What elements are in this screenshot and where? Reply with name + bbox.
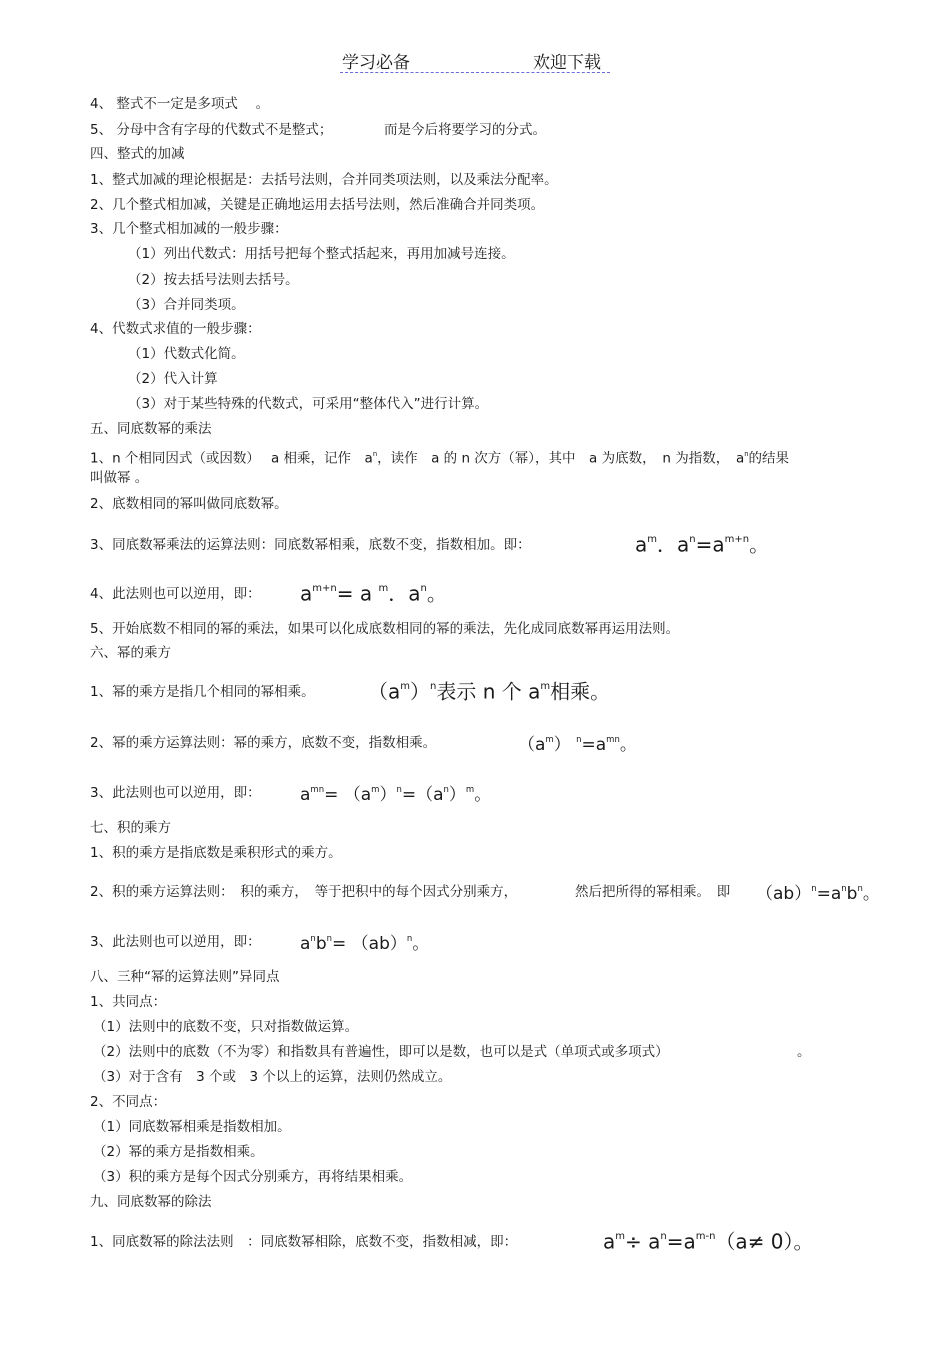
superscript: n [811,884,817,894]
formula-part: a [603,1229,616,1254]
formula-product-power-reverse [300,930,429,953]
formula-part: a [677,532,690,557]
formula-part: （a≠ 0）。 [715,1229,814,1254]
formula-part: ÷ a [625,1229,661,1254]
superscript: m [378,583,389,594]
section-heading: 七、积的乘方 [90,820,171,836]
text-line: 1、幂的乘方是指几个相同的幂相乘。 [90,684,315,700]
formula-part: 相乘。 [550,679,611,704]
superscript: mn [310,785,325,795]
formula-part: 。 [426,581,447,606]
formula-part: ） [553,735,571,756]
text-line: 4、 整式不一定是多项式 。 [90,96,270,112]
formula-part: 。 [619,735,637,756]
formula-power-meaning [368,678,611,704]
superscript: m [615,1231,626,1242]
text-line: 2、几个整式相加减，关键是正确地运用去括号法则，然后准确合并同类项。 [90,197,545,213]
superscript: n [430,681,437,692]
text-line: （3）积的乘方是每个因式分别乘方，再将结果相乘。 [93,1169,413,1185]
text-line: 4、代数式求值的一般步骤： [90,321,261,337]
section-heading: 五、同底数幂的乘法 [90,421,212,437]
superscript: m+n [724,534,750,545]
text-line: 3、此法则也可以逆用，即： [90,934,261,950]
text-line: 1、积的乘方是指底数是乘积形式的乘方。 [90,845,342,861]
header-left: 学习必备 [342,53,410,73]
superscript: n [660,1231,667,1242]
formula-part: a [300,934,311,955]
formula-power-rule [518,731,637,754]
text-line: 3、几个整式相加减的一般步骤： [90,221,288,237]
superscript: mn [606,735,620,745]
formula-part: 。 [474,785,492,806]
formula-part: ） [379,785,397,806]
formula-part: a [300,581,313,606]
text-line: （2）幂的乘方是指数相乘。 [93,1144,264,1160]
superscript: n [420,583,427,594]
section-heading: 九、同底数幂的除法 [90,1194,212,1210]
formula-division-rule [603,1228,814,1254]
formula-part: =a [666,1229,696,1254]
text-line: 2、幂的乘方运算法则：幂的乘方，底数不变，指数相乘。 [90,735,437,751]
superscript: n [396,785,402,795]
superscript: m [545,735,554,745]
header-right: 欢迎下载 [533,53,601,73]
section-heading: 四、整式的加减 [90,146,185,162]
text-line [90,445,789,467]
formula-part: （a [368,679,401,704]
formula-part: ） [448,785,466,806]
superscript: m [465,785,475,795]
formula-product-rule-reverse [300,580,447,606]
formula-part: 表示 n 个 a [436,679,541,704]
text-line: 5、开始底数不相同的幂的乘法，如果可以化成底数相同的幂的乘法，先化成同底数幂再运用法则。 [90,621,680,637]
formula-product-rule [635,531,770,557]
formula-part: = a [336,581,373,606]
superscript: n [326,934,332,944]
text-line: 1、共同点： [90,994,167,1010]
section-heading: 八、三种“幂的运算法则”异同点 [90,969,280,985]
text-line: 3、此法则也可以逆用，即： [90,785,261,801]
formula-part: （a [518,735,546,756]
formula-part: 。 [412,934,430,955]
text-line: （3）对于含有 3 个或 3 个以上的运算，法则仍然成立。 [93,1069,452,1085]
formula-part: = （ab） [332,934,407,955]
formula-part: =（a [401,785,444,806]
formula-part: a [300,785,311,806]
formula-part: a [408,581,421,606]
formula-part: ． [388,581,409,606]
formula-part: b [315,934,327,955]
superscript: n [406,934,413,944]
formula-part: ． [657,532,678,557]
formula-part: =a [695,532,725,557]
superscript: n [744,450,749,458]
formula-part: ） [410,679,431,704]
formula-part: （ab） [756,884,812,905]
text-line: 2、积的乘方运算法则： 积的乘方， 等于把积中的每个因式分别乘方， [90,884,518,900]
text-line: 1、同底数幂的除法法则 ：同底数幂相除，底数不变，指数相减，即： [90,1234,518,1250]
superscript: n [310,934,316,944]
formula-product-power-rule [756,880,880,903]
superscript: n [841,884,847,894]
text-line: （1）列出代数式：用括号把每个整式括起来，再用加减号连接。 [128,246,515,262]
section-heading: 六、幂的乘方 [90,645,171,661]
text-line: （3）对于某些特殊的代数式，可采用“整体代入”进行计算。 [128,396,489,412]
formula-power-rule-reverse [300,781,491,804]
superscript: n [443,785,449,795]
formula-part: =a [816,884,842,905]
superscript: m+n [312,583,337,594]
text-segment: ，读作 a 的 n 次方（幂），其中 a 为底数， n 为指数， a [377,450,745,467]
superscript: n [576,735,582,745]
text-line: （1）代数式化简。 [128,346,245,362]
formula-part: =a [581,735,607,756]
superscript: n [857,884,863,894]
text-line: 2、不同点： [90,1094,167,1110]
text-line: 4、此法则也可以逆用，即： [90,586,261,602]
superscript: n [372,450,378,458]
text-line: （1）法则中的底数不变，只对指数做运算。 [93,1019,359,1035]
superscript: m [400,681,411,692]
text-line: （1）同底数幂相乘是指数相加。 [93,1119,291,1135]
text-line: 而是今后将要学习的分式。 [384,122,546,138]
text-line: 3、同底数幂乘法的运算法则：同底数幂相乘，底数不变，指数相加。即： [90,537,531,553]
superscript: m [540,681,551,692]
text-line: 1、整式加减的理论根据是：去括号法则，合并同类项法则，以及乘法分配率。 [90,172,558,188]
text-line: （2）代入计算 [128,371,218,387]
page-header [340,48,610,73]
formula-part: b [846,884,858,905]
text-line: （2）法则中的底数（不为零）和指数具有普遍性，即可以是数，也可以是式（单项式或多项式） [93,1044,669,1060]
text-segment: 的结果 [748,450,790,467]
text-line: 。 [797,1044,811,1060]
superscript: n [689,534,696,545]
text-line: 叫做幂 。 [90,470,149,486]
text-segment: 1、n 个相同因式（或因数） a 相乘，记作 a [90,450,373,467]
formula-part: = （a [324,785,372,806]
formula-part: 。 [862,884,880,905]
formula-part: 。 [749,532,770,557]
text-line: 2、底数相同的幂叫做同底数幂。 [90,496,288,512]
superscript: m [647,534,658,545]
superscript: m-n [695,1231,716,1242]
text-line: 5、 分母中含有字母的代数式不是整式； [90,122,333,138]
formula-part: a [635,532,648,557]
text-line: 然后把所得的幂相乘。 即 [575,884,731,900]
text-line: （3）合并同类项。 [128,297,245,313]
text-line: （2）按去括号法则去括号。 [128,272,299,288]
superscript: m [371,785,380,795]
